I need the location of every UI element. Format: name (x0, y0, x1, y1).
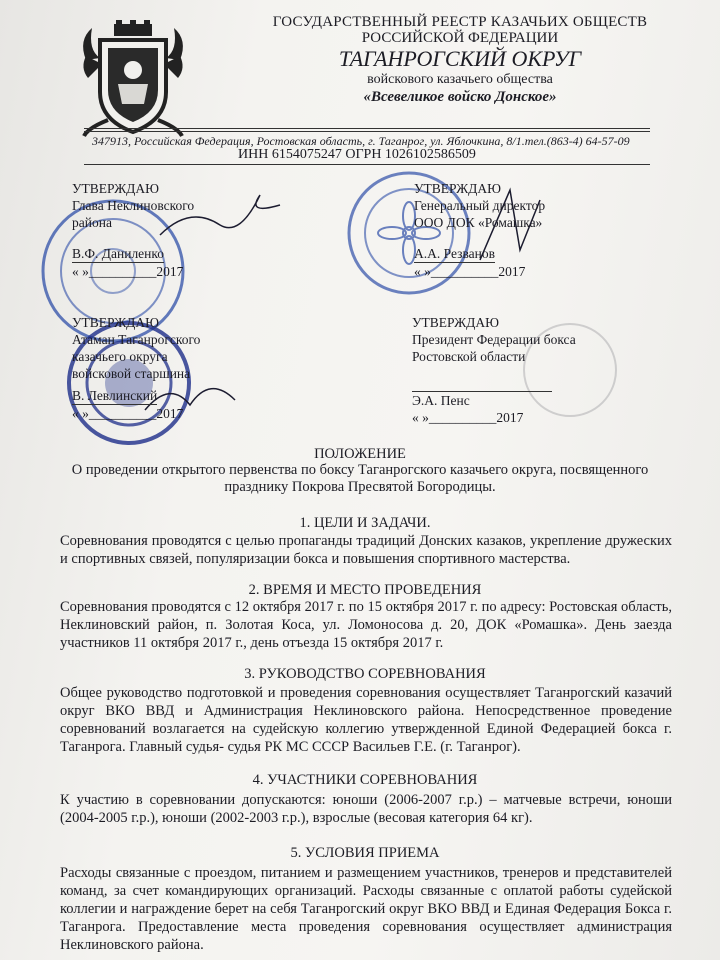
approval-name: А.А. Резванов (414, 246, 495, 261)
approval-position: Президент Федерации бокса (412, 332, 576, 347)
header-rule-bottom (84, 164, 650, 165)
approval-name: В. Левлинский (72, 388, 158, 403)
approval-rank: войсковой старшина (72, 366, 191, 381)
header-rule-top (84, 128, 650, 129)
organization-title: ТАГАНРОГСКИЙ ОКРУГ (338, 46, 582, 71)
approval-position: Генеральный директор (414, 198, 546, 213)
approval-date: « »__________2017 (72, 264, 184, 279)
approval-block-district (72, 180, 194, 280)
document-subtitle-cont: празднику Покрова Пресвятой Богородицы. (224, 479, 496, 495)
address-line: 347913, Российская Федерация, Ростовская область, г. Таганрог, ул. Яблочкина, 8/1.тел.(863-4) 64-57-09 (92, 134, 630, 148)
approval-position: Атаман Таганрогского (72, 332, 201, 347)
approval-heading: УТВЕРЖДАЮ (72, 315, 160, 330)
registry-title: ГОСУДАРСТВЕННЫЙ РЕЕСТР КАЗАЧЬИХ ОБЩЕСТВ (272, 14, 648, 30)
section-text-management: Общее руководство подготовкой и проведения соревнования осуществляет Таганрогский казачий округ ВКО ВВД и Администрация Неклиновского района. Непосредственное проведение соревнований возлагается на судейскую коллегию утвержденной Единой Федерацией бокса г. Таганрога. Главный судья- судья РК МС СССР Васильев Г.Е. (г. Таганрог). (60, 685, 672, 755)
approval-name: В.Ф. Даниленко (72, 246, 165, 261)
document-title: ПОЛОЖЕНИЕ (314, 446, 406, 462)
approval-position-cont: Ростовской области (412, 349, 526, 364)
section-text-goals: Соревнования проводятся с целью пропаганды традиций Донских казаков, укрепление дружеских и спортивных связей, популяризации бокса и повышения спортивного мастерства. (60, 533, 672, 567)
section-text-participants: К участию в соревновании допускаются: юноши (2006-2007 г.р.) – матчевые встречи, юноши (2004-2005 г.р.), юноши (2002-2003 г.р.), взрослые (весовая категория 64 кг). (60, 792, 672, 826)
section-text-conditions: Расходы связанные с проездом, питанием и размещением участников, тренеров и представителей команд, за счет командирующих организаций. Расходы связанные с оплатой работы судейской коллегии и награждение берет на себя Таганрогский округ ВКО ВВД и Единая Федерация Бокса г. Таганрога. Предоставление места проведения соревнования осуществляет администрация Неклиновского района. (60, 865, 672, 953)
host-name: «Всевеликое войско Донское» (363, 89, 557, 105)
approval-block-ataman (72, 314, 200, 422)
approval-date: « »__________2017 (72, 406, 184, 421)
section-text-time-place: Соревнования проводятся с 12 октября 2017 г. по 15 октября 2017 г. по адресу: Ростовская область, Неклиновский район, п. Золотая Коса, ул. Ломоносова д. 20, ДОК «Ромашка». День заезда участников 11 октября 2017 г., день отъезда 15 октября 2017 г. (60, 599, 672, 651)
approval-position-cont: казачьего округа (72, 349, 168, 364)
header-rule-top-thin (84, 131, 650, 132)
document-subtitle: О проведении открытого первенства по боксу Таганрогского казачьего округа, посвященного (71, 462, 649, 478)
approval-position-cont: ООО ДОК «Ромашка» (414, 215, 543, 230)
approval-date: « »__________2017 (412, 410, 524, 425)
approval-heading: УТВЕРЖДАЮ (414, 181, 502, 196)
section-heading-conditions: 5. УСЛОВИЯ ПРИЕМА (290, 845, 440, 861)
coat-of-arms-emblem (78, 20, 188, 140)
approval-name: Э.А. Пенс (412, 393, 470, 408)
approval-position-cont: района (72, 215, 112, 230)
approval-heading: УТВЕРЖДАЮ (72, 181, 160, 196)
section-heading-participants: 4. УЧАСТНИКИ СОРЕВНОВАНИЯ (252, 772, 478, 788)
organization-subtitle: войскового казачьего общества (367, 72, 553, 87)
approval-block-romashka (414, 180, 545, 280)
section-heading-time-place: 2. ВРЕМЯ И МЕСТО ПРОВЕДЕНИЯ (248, 582, 482, 598)
approval-position: Глава Неклиновского (72, 198, 195, 213)
inn-ogrn: ИНН 6154075247 ОГРН 1026102586509 (238, 147, 476, 162)
approval-block-boxing-federation (412, 314, 576, 426)
country-title: РОССИЙСКОЙ ФЕДЕРАЦИИ (361, 30, 559, 46)
approval-heading: УТВЕРЖДАЮ (412, 315, 500, 330)
approval-date: « »__________2017 (414, 264, 526, 279)
section-heading-management: 3. РУКОВОДСТВО СОРЕВНОВАНИЯ (244, 666, 486, 682)
section-heading-goals: 1. ЦЕЛИ И ЗАДАЧИ. (299, 515, 431, 531)
